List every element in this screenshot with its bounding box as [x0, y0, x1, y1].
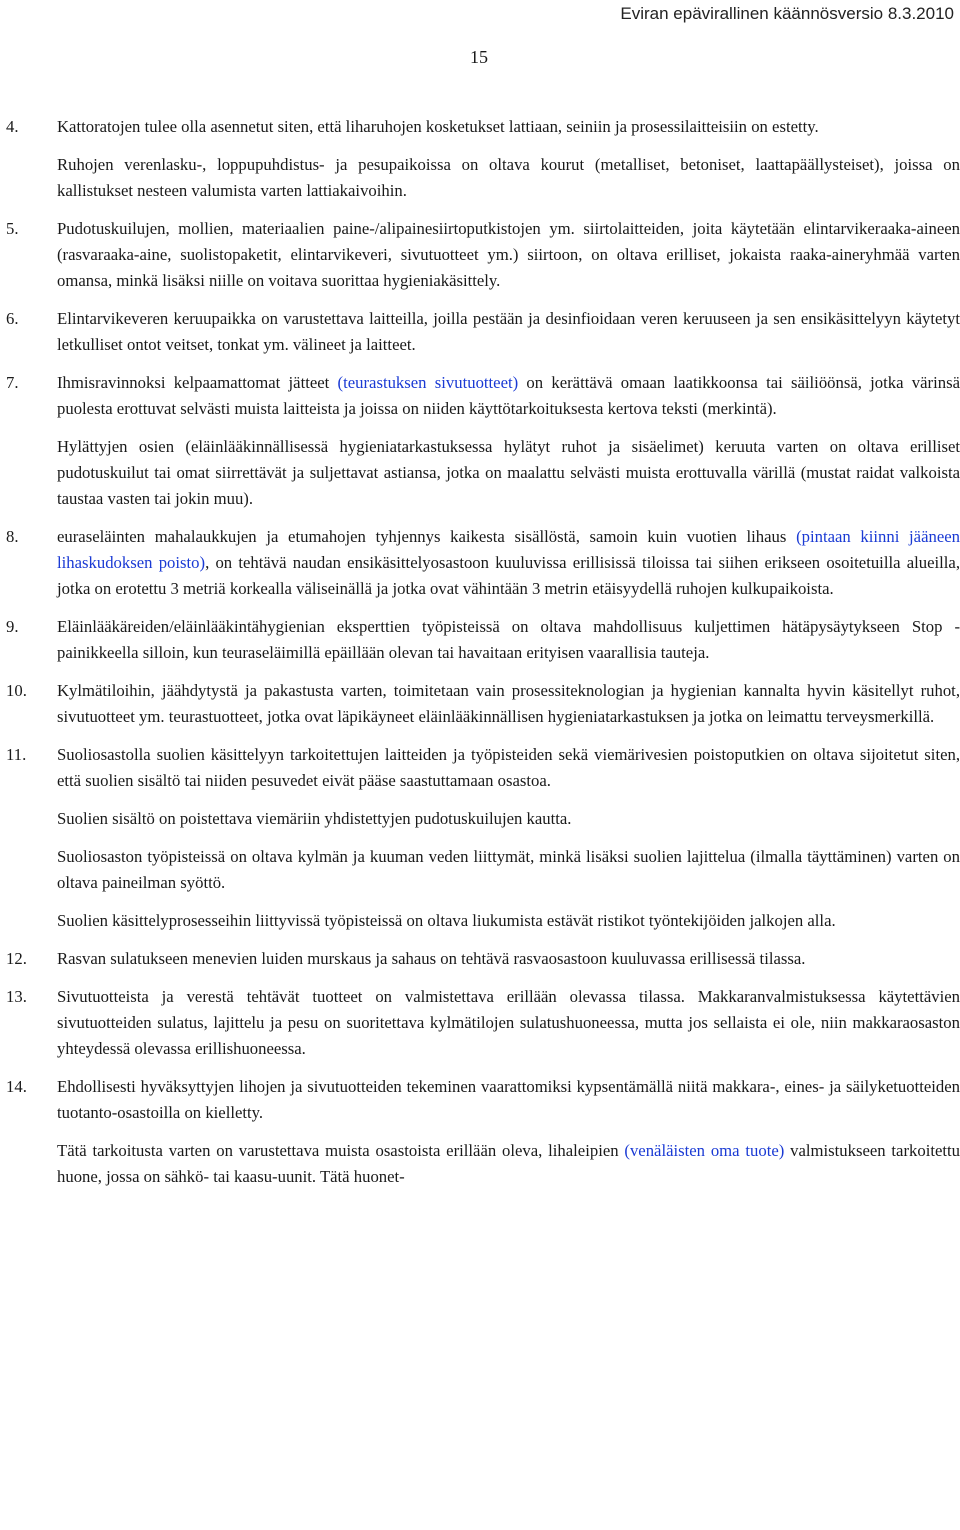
text-segment: on kerättävä omaan laatikkoonsa tai säiliöönsä, jotka värinsä puolesta erottuvat selvästi muista laitteista ja joissa on niiden käyttötarkoituksesta kertova teksti (merkintä).	[57, 373, 960, 418]
item-number: 8.	[6, 527, 19, 546]
paragraph	[57, 844, 960, 896]
paragraph	[57, 434, 960, 512]
text-segment: Sivutuotteista ja verestä tehtävät tuotteet on valmistettava erillään olevassa tilassa. Makkaranvalmistuksessa käytettävien sivutuotteiden sulatus, lajittelu ja pesu on suoritettava kylmätilojen sulatushuoneessa, mutta jos sellaista ei ole, niin makkaraosaston yhteydessä olevassa erillishuoneessa.	[57, 987, 960, 1058]
item-body	[57, 306, 960, 358]
text-segment: Suoliosastolla suolien käsittelyyn tarkoitettujen laitteiden ja työpisteiden sekä viemärivesien poistoputkien on oltava sijoitetut siten, että suolien sisältö tai niiden pesuvedet eivät pääse saastuttamaan osastoa.	[57, 745, 960, 790]
document-version-header: Eviran epävirallinen käännösversio 8.3.2010	[620, 4, 954, 23]
annotation-text: (venäläisten oma tuote)	[624, 1141, 785, 1160]
item-body	[57, 742, 960, 934]
text-segment: Ehdollisesti hyväksyttyjen lihojen ja sivutuotteiden tekeminen vaarattomiksi kypsentämällä niitä makkara-, eines- ja säilyketuotteiden tuotanto-osastoilla on kielletty.	[57, 1077, 960, 1122]
paragraph	[57, 152, 960, 204]
list-item	[6, 524, 960, 602]
item-number: 4.	[6, 117, 19, 136]
item-number: 12.	[6, 949, 27, 968]
item-body	[57, 1074, 960, 1190]
document-body	[6, 114, 960, 1202]
paragraph	[57, 306, 960, 358]
list-item	[6, 370, 960, 512]
text-segment: Rasvan sulatukseen menevien luiden murskaus ja sahaus on tehtävä rasvaosastoon kuuluvassa erillisessä tilassa.	[57, 949, 806, 968]
text-segment: euraseläinten mahalaukkujen ja etumahojen tyhjennys kaikesta sisällöstä, samoin kuin vuotien lihaus	[57, 527, 797, 546]
page-number: 15	[470, 47, 488, 67]
paragraph	[57, 678, 960, 730]
list-item	[6, 306, 960, 358]
item-body	[57, 614, 960, 666]
item-body	[57, 678, 960, 730]
list-item	[6, 678, 960, 730]
item-body	[57, 524, 960, 602]
text-segment: Elintarvikeveren keruupaikka on varustettava laitteilla, joilla pestään ja desinfioidaan veren keruuseen ja sen ensikäsittelyyn käytetyt letkulliset ontot veitset, tonkat ym. välineet ja laitteet.	[57, 309, 960, 354]
annotation-text: (teurastuksen sivutuotteet)	[337, 373, 519, 392]
item-number: 6.	[6, 309, 19, 328]
paragraph	[57, 806, 960, 832]
paragraph	[57, 946, 960, 972]
text-segment: Kattoratojen tulee olla asennetut siten, että liharuhojen kosketukset lattiaan, seiniin ja prosessilaitteisiin on estetty.	[57, 117, 819, 136]
item-body	[57, 114, 960, 204]
list-item	[6, 1074, 960, 1190]
paragraph	[57, 216, 960, 294]
text-segment: valmistukseen tarkoitettu huone, jossa on sähkö- tai kaasu-uunit. Tätä huonet-	[57, 1141, 960, 1186]
text-segment: Eläinlääkäreiden/eläinlääkintähygienian eksperttien työpisteissä on oltava mahdollisuus kuljettimen hätäpysäytykseen Stop -painikkeella silloin, kun teuraseläimillä epäillään olevan tai havaitaan erityisen vaarallisia tauteja.	[57, 617, 960, 662]
paragraph	[57, 1074, 960, 1126]
item-body	[57, 984, 960, 1062]
text-segment: Kylmätiloihin, jäähdytystä ja pakastusta varten, toimitetaan vain prosessiteknologian ja hygienian kannalta hyvin käsitellyt ruhot, sivutuotteet ym. teurastuotteet, jotka ovat läpikäyneet eläinlääkinnällisen hygieniatarkastuksen ja jotka on leimattu terveysmerkillä.	[57, 681, 960, 726]
text-segment: Ihmisravinnoksi kelpaamattomat jätteet	[57, 373, 338, 392]
paragraph	[57, 370, 960, 422]
paragraph	[57, 114, 960, 140]
paragraph	[57, 614, 960, 666]
item-body	[57, 370, 960, 512]
text-segment: Suolien käsittelyprosesseihin liittyvissä työpisteissä on oltava liukumista estävät ristikot työntekijöiden jalkojen alla.	[57, 911, 836, 930]
paragraph	[57, 524, 960, 602]
list-item	[6, 742, 960, 934]
text-segment: Tätä tarkoitusta varten on varustettava muista osastoista erillään oleva, lihaleipien	[57, 1141, 625, 1160]
text-segment: Ruhojen verenlasku-, loppupuhdistus- ja pesupaikoissa on oltava kourut (metalliset, betoniset, laattapäällysteiset), joissa on kallistukset nesteen valumista varten lattiakaivoihin.	[57, 155, 960, 200]
paragraph	[57, 908, 960, 934]
list-item	[6, 114, 960, 204]
list-item	[6, 216, 960, 294]
annotation-text: (pintaan kiinni jääneen lihaskudoksen poisto)	[57, 527, 960, 572]
list-item	[6, 984, 960, 1062]
paragraph	[57, 1138, 960, 1190]
item-body	[57, 216, 960, 294]
item-number: 7.	[6, 373, 19, 392]
list-item	[6, 946, 960, 972]
item-number: 11.	[6, 745, 27, 764]
item-number: 9.	[6, 617, 19, 636]
paragraph	[57, 742, 960, 794]
text-segment: Suoliosaston työpisteissä on oltava kylmän ja kuuman veden liittymät, minkä lisäksi suolien lajittelua (ilmalla täyttäminen) varten on oltava paineilman syöttö.	[57, 847, 960, 892]
item-body	[57, 946, 960, 972]
list-item	[6, 614, 960, 666]
item-number: 5.	[6, 219, 19, 238]
text-segment: , on tehtävä naudan ensikäsittelyosastoon kuuluvissa erillisissä tiloissa tai siihen erikseen osoitetuilla alueilla, jotka on erotettu 3 metriä korkealla väliseinällä ja jotka ovat vähintään 3 metrin etäisyydellä ruhojen kulkupaikoista.	[57, 553, 960, 598]
text-segment: Hylättyjen osien (eläinlääkinnällisessä hygieniatarkastuksessa hylätyt ruhot ja sisäelimet) keruuta varten on oltava erilliset pudotuskuilut tai omat siirrettävät ja suljettavat astiansa, jotka on maalattu selvästi muista erottuvalla värillä (mustat raidat valkoista taustaa vasten tai jokin muu).	[57, 437, 960, 508]
paragraph	[57, 984, 960, 1062]
text-segment: Suolien sisältö on poistettava viemäriin yhdistettyjen pudotuskuilujen kautta.	[57, 809, 572, 828]
item-number: 10.	[6, 681, 27, 700]
text-segment: Pudotuskuilujen, mollien, materiaalien paine-/alipainesiirtoputkistojen ym. siirtolaitteiden, joita käytetään elintarvikeraaka-aineen (rasvaraaka-aine, suolistopaketit, elintarvikeveri, sivutuotteet ym.) siirtoon, on oltava erilliset, jokaista raaka-aineryhmää varten omansa, minkä lisäksi niille on voitava suorittaa hygieniakäsittely.	[57, 219, 960, 290]
item-number: 14.	[6, 1077, 27, 1096]
item-number: 13.	[6, 987, 27, 1006]
